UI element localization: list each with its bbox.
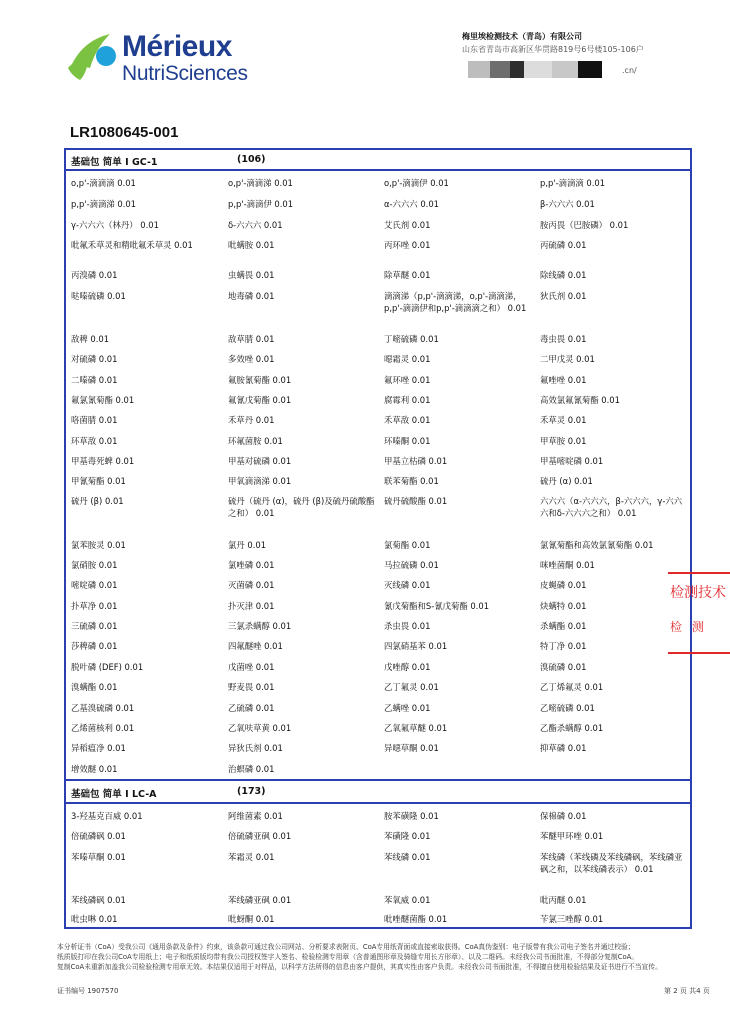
analyte-cell: 乙基溴硫磷 0.01	[71, 703, 135, 713]
analyte-cell: 氟胺氰菊酯 0.01	[228, 375, 292, 385]
website-row	[462, 58, 644, 78]
analyte-cell: 氟唑唑 0.01	[540, 375, 587, 385]
analyte-cell: 二甲戊灵 0.01	[540, 354, 595, 364]
analyte-cell: 滴滴涕（p,p'-滴滴涕，o,p'-滴滴涕，p,p'-滴滴伊和p,p'-滴滴滴之和） 0.01	[384, 291, 527, 313]
analyte-cell: 甲基对硫磷 0.01	[228, 456, 292, 466]
analyte-cell: 苯霜灵 0.01	[228, 852, 275, 862]
analyte-cell: 乙嘧硫磷 0.01	[540, 703, 595, 713]
analyte-cell: 甲氧滴滴涕 0.01	[228, 476, 292, 486]
analyte-cell: 吡螨胺 0.01	[228, 240, 275, 250]
analyte-cell: 杀虫畏 0.01	[384, 621, 431, 631]
analyte-cell: 四氯硝基苯 0.01	[384, 641, 448, 651]
analyte-cell: 敌草腈 0.01	[228, 334, 275, 344]
redacted-block	[524, 61, 552, 78]
red-seal-stamp	[668, 566, 730, 658]
analyte-cell: 禾草丹 0.01	[228, 415, 275, 425]
analyte-cell: 溴硫磷 0.01	[540, 662, 587, 672]
analyte-cell: 苯线磷亚砜 0.01	[228, 895, 292, 905]
analyte-cell: 氯苯胺灵 0.01	[71, 540, 126, 550]
analyte-cell: 氯硝胺 0.01	[71, 560, 118, 570]
analyte-cell: 氟氰戊菊酯 0.01	[228, 395, 292, 405]
analyte-cell: 苄氯三唑醇 0.01	[540, 914, 604, 924]
analyte-cell: 敌稗 0.01	[71, 334, 110, 344]
disclaimer-line: 复制CoA未重新加盖我公司检验检测专用章无效。本结果仅适用于对样品，以科学方法所得的信息由客户提供，其真实性由客户负责。未经我公司书面批准，不得擅自使用检验结果及证书进行不当宣传。	[57, 963, 662, 971]
stamp-text: 检测技术	[670, 585, 726, 601]
analyte-cell: 治螟磷 0.01	[228, 764, 275, 774]
website: .cn/	[622, 66, 637, 75]
analyte-cell: 吡氟禾草灵和精吡氟禾草灵 0.01	[71, 240, 193, 250]
analyte-cell: 乙氧呋草黄 0.01	[228, 723, 292, 733]
analyte-cell: 氟环唑 0.01	[384, 375, 431, 385]
stamp-border-line	[668, 652, 730, 654]
redacted-block	[490, 61, 510, 78]
analyte-cell: δ-六六六 0.01	[228, 220, 283, 230]
analyte-cell: 吡唑醚菌酯 0.01	[384, 914, 448, 924]
analyte-cell: 除草醚 0.01	[384, 270, 431, 280]
section-title: 基础包 简单 I GC-1	[71, 157, 158, 168]
analyte-cell: 皮蝇磷 0.01	[540, 580, 587, 590]
analyte-cell: 毒虫畏 0.01	[540, 334, 587, 344]
analyte-cell: 乙氧氟草醚 0.01	[384, 723, 448, 733]
analyte-cell: 环嗪酮 0.01	[384, 436, 431, 446]
disclaimer	[57, 942, 697, 972]
analyte-cell: 哒嗪硫磷 0.01	[71, 291, 126, 301]
analyte-cell: 地毒磷 0.01	[228, 291, 275, 301]
analyte-cell: 环氟菌胺 0.01	[228, 436, 283, 446]
analyte-cell: 特丁净 0.01	[540, 641, 587, 651]
analyte-cell: 灭线磷 0.01	[384, 580, 431, 590]
analyte-cell: 对硫磷 0.01	[71, 354, 118, 364]
analyte-cell: o,p'-滴滴伊 0.01	[384, 178, 449, 188]
analyte-cell: 禾草敌 0.01	[384, 415, 431, 425]
analyte-cell: 炔螨特 0.01	[540, 601, 587, 611]
analyte-cell: 丙溴磷 0.01	[71, 270, 118, 280]
company-logo	[66, 28, 256, 88]
analyte-cell: 氯氰菊酯和高效氯氰菊酯 0.01	[540, 540, 654, 550]
analyte-cell: 倍硫磷砜 0.01	[71, 831, 126, 841]
analyte-cell: 硫丹（硫丹 (α)，硫丹 (β)及硫丹硫酸酯之和） 0.01	[228, 496, 375, 518]
analyte-cell: 嘧啶磷 0.01	[71, 580, 118, 590]
analyte-cell: 多效唑 0.01	[228, 354, 275, 364]
analyte-cell: 灭菌磷 0.01	[228, 580, 275, 590]
redacted-block	[510, 61, 524, 78]
analyte-cell: 狄氏剂 0.01	[540, 291, 587, 301]
analyte-cell: 增效醚 0.01	[71, 764, 118, 774]
analyte-cell: 扑草净 0.01	[71, 601, 118, 611]
analyte-cell: 马拉硫磷 0.01	[384, 560, 439, 570]
analyte-cell: 氯唑磷 0.01	[228, 560, 275, 570]
logo-mark-icon	[66, 28, 118, 84]
analyte-cell: 苯磺隆 0.01	[384, 831, 431, 841]
analyte-cell: 乙烯菌核利 0.01	[71, 723, 135, 733]
analyte-cell: 四氟醚唑 0.01	[228, 641, 283, 651]
analyte-cell: p,p'-滴滴伊 0.01	[228, 199, 294, 209]
analyte-cell: 环草敌 0.01	[71, 436, 118, 446]
analyte-cell: 3-羟基克百威 0.01	[71, 811, 143, 821]
analyte-cell: 咯菌腈 0.01	[71, 415, 118, 425]
analyte-cell: 硫丹 (α) 0.01	[540, 476, 593, 486]
page-number: 第 2 页 共4 页	[664, 987, 710, 995]
section-title: 基础包 简单 I LC-A	[71, 789, 157, 800]
stamp-text: 检 测	[670, 620, 707, 634]
analyte-cell: o,p'-滴滴涕 0.01	[228, 178, 293, 188]
analyte-cell: 保棉磷 0.01	[540, 811, 587, 821]
stamp-border-line	[668, 572, 730, 574]
analyte-cell: 高效氯氟氰菊酯 0.01	[540, 395, 620, 405]
analyte-cell: 联苯菊酯 0.01	[384, 476, 439, 486]
disclaimer-line: 纸质版打印在我公司CoA专用纸上；电子和纸质版均带有我公司授权签字人签名、检验检测专用章（含普通图形章及骑缝专用长方形章）、以及二维码。未经我公司书面批准，不得部分复制CoA。	[57, 953, 639, 961]
analyte-cell: 六六六（α-六六六，β-六六六，γ-六六六和δ-六六六之和） 0.01	[540, 496, 683, 518]
certificate-number: 证书编号 1907570	[57, 987, 119, 995]
analyte-cell: 乙硫磷 0.01	[228, 703, 275, 713]
analyte-cell: 甲氰菊酯 0.01	[71, 476, 126, 486]
company-address: 山东省青岛市高新区华贯路819号6号楼105-106户	[462, 45, 644, 54]
analyte-cell: 除线磷 0.01	[540, 270, 587, 280]
analyte-cell: 异噁草酮 0.01	[384, 743, 439, 753]
analyte-cell: 甲基毒死蜱 0.01	[71, 456, 135, 466]
analyte-cell: 野麦畏 0.01	[228, 682, 275, 692]
analyte-cell: 禾草灵 0.01	[540, 415, 587, 425]
analyte-cell: 硫丹硫酸酯 0.01	[384, 496, 448, 506]
analyte-cell: 杀螨酯 0.01	[540, 621, 587, 631]
redacted-block	[578, 61, 602, 78]
analyte-cell: 苯线磷砜 0.01	[71, 895, 126, 905]
analyte-cell: p,p'-滴滴涕 0.01	[71, 199, 137, 209]
company-info	[462, 30, 644, 78]
analyte-cell: 咪唑菌酮 0.01	[540, 560, 595, 570]
analyte-cell: γ-六六六（林丹） 0.01	[71, 220, 159, 230]
analyte-cell: 乙丁烯氟灵 0.01	[540, 682, 604, 692]
analyte-cell: 苯嗪草酮 0.01	[71, 852, 126, 862]
analyte-cell: 戊唑醇 0.01	[384, 662, 431, 672]
analyte-cell: 莎稗磷 0.01	[71, 641, 118, 651]
analyte-cell: 丙硫磷 0.01	[540, 240, 587, 250]
section-header	[66, 779, 690, 804]
analyte-cell: 三硫磷 0.01	[71, 621, 118, 631]
analyte-cell: 噁霜灵 0.01	[384, 354, 431, 364]
analyte-cell: 倍硫磷亚砜 0.01	[228, 831, 292, 841]
analyte-cell: 胺丙畏（巴胺磷） 0.01	[540, 220, 629, 230]
analyte-cell: p,p'-滴滴滴 0.01	[540, 178, 606, 188]
redacted-block	[552, 61, 578, 78]
analyte-cell: 硫丹 (β) 0.01	[71, 496, 124, 506]
analyte-cell: 乙丁氟灵 0.01	[384, 682, 439, 692]
section-count: (173)	[237, 786, 266, 797]
analyte-cell: 丁嘧硫磷 0.01	[384, 334, 439, 344]
analyte-cell: β-六六六 0.01	[540, 199, 595, 209]
analyte-cell: 阿维菌素 0.01	[228, 811, 283, 821]
analyte-cell: 苯线磷（苯线磷及苯线磷砜，苯线磷亚砜之和，以苯线磷表示） 0.01	[540, 852, 683, 874]
logo-text-nutrisciences: NutriSciences	[122, 62, 248, 85]
analyte-cell: 艾氏剂 0.01	[384, 220, 431, 230]
analyte-cell: 氯丹 0.01	[228, 540, 267, 550]
company-name: 梅里埃检测技术（青岛）有限公司	[462, 32, 582, 41]
analyte-cell: 溴螨酯 0.01	[71, 682, 118, 692]
analyte-cell: 腐霉利 0.01	[384, 395, 431, 405]
analyte-cell: 三氯杀螨醇 0.01	[228, 621, 292, 631]
analyte-cell: 异稻瘟净 0.01	[71, 743, 126, 753]
analyte-cell: 氯菊酯 0.01	[384, 540, 431, 550]
redacted-block	[468, 61, 490, 78]
analyte-cell: 甲草胺 0.01	[540, 436, 587, 446]
section-count: (106)	[237, 154, 266, 165]
analyte-cell: 扑灭津 0.01	[228, 601, 275, 611]
analyte-cell: 苯线磷 0.01	[384, 852, 431, 862]
analyte-cell: 异狄氏剂 0.01	[228, 743, 283, 753]
analyte-cell: 吡蚜酮 0.01	[228, 914, 275, 924]
analyte-cell: 乙酯杀螨醇 0.01	[540, 723, 604, 733]
logo-text-merieux: Mérieux	[122, 30, 232, 63]
analyte-cell: 抑草磷 0.01	[540, 743, 587, 753]
analyte-cell: 甲基嘧啶磷 0.01	[540, 456, 604, 466]
test-package-table	[64, 148, 692, 929]
section-header	[66, 150, 690, 171]
analyte-cell: 胺苯磺隆 0.01	[384, 811, 439, 821]
analyte-cell: 吡虫啉 0.01	[71, 914, 118, 924]
analyte-cell: 氰戊菊酯和S-氰戊菊酯 0.01	[384, 601, 490, 611]
analyte-cell: 虫螨畏 0.01	[228, 270, 275, 280]
analyte-cell: α-六六六 0.01	[384, 199, 439, 209]
analyte-cell: 苯醚甲环唑 0.01	[540, 831, 604, 841]
report-number: LR1080645-001	[70, 124, 179, 141]
analyte-cell: o,p'-滴滴滴 0.01	[71, 178, 136, 188]
analyte-cell: 苯氧威 0.01	[384, 895, 431, 905]
disclaimer-line: 本分析证书（CoA）受我公司《通用条款及条件》约束，该条款可通过我公司网站、分析要求表附页、CoA专用纸背面或直接索取获得。CoA真伪鉴别：电子版带有我公司电子签名并通过校验；	[57, 943, 635, 951]
analyte-cell: 丙环唑 0.01	[384, 240, 431, 250]
analyte-cell: 氟氯氰菊酯 0.01	[71, 395, 135, 405]
analyte-cell: 吡丙醚 0.01	[540, 895, 587, 905]
analyte-cell: 甲基立枯磷 0.01	[384, 456, 448, 466]
analyte-cell: 戊菌唑 0.01	[228, 662, 275, 672]
analyte-cell: 乙螨唑 0.01	[384, 703, 431, 713]
analyte-cell: 脱叶磷 (DEF) 0.01	[71, 662, 144, 672]
analyte-cell: 二嗪磷 0.01	[71, 375, 118, 385]
